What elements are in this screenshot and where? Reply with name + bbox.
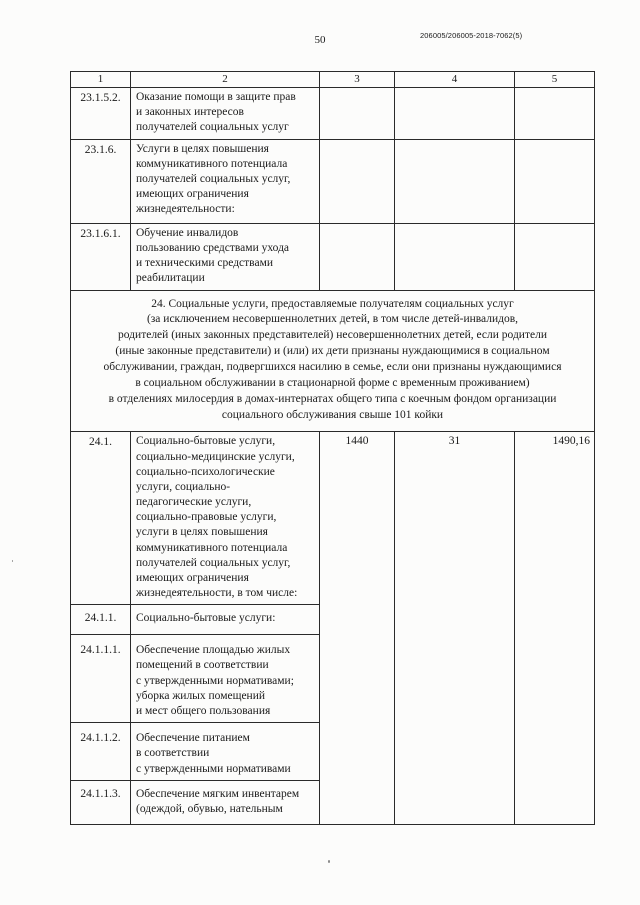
cell-col4-value: 31: [395, 432, 515, 825]
section-heading-line: обслуживании, граждан, подвергшихся насилию в семье, если они признаны нуждающимися: [103, 360, 562, 373]
cell-col3: [320, 139, 395, 223]
row-number: 24.1.1.2.: [71, 723, 131, 781]
service-name-line: пользованию средствами ухода: [136, 241, 290, 254]
service-name-line: и техническими средствами: [136, 256, 273, 269]
cell-col5: [515, 139, 595, 223]
service-name-line: с утвержденными нормативами;: [136, 674, 294, 687]
cell-col3: [320, 88, 395, 140]
service-name: [131, 223, 320, 290]
table-row: [71, 223, 595, 290]
section-heading-line: (за исключением несовершеннолетних детей, в том числе детей-инвалидов,: [146, 313, 519, 326]
service-name-line: услуги в целях повышения: [136, 526, 268, 539]
row-number: 23.1.6.1.: [71, 223, 131, 290]
cell-col5: [515, 223, 595, 290]
service-name-line: коммуникативного потенциала: [136, 157, 288, 170]
service-name-line: Обеспечение питанием: [136, 732, 250, 745]
row-number: 24.1.1.3.: [71, 781, 131, 825]
section-heading-line: 24. Социальные услуги, предоставляемые получателям социальных услуг: [151, 297, 514, 310]
cell-col4: [395, 139, 515, 223]
column-header-3: 3: [320, 72, 395, 88]
service-name-line: социально-медицинские услуги,: [136, 450, 295, 463]
service-name: [131, 139, 320, 223]
section-heading-line: родителей (иных законных представителей) несовершеннолетних детей, если родители: [118, 329, 547, 342]
service-name-line: имеющих ограничения: [136, 188, 249, 201]
table-row: [71, 139, 595, 223]
service-name-line: Обучение инвалидов: [136, 226, 239, 239]
scan-speck: [12, 560, 13, 562]
cell-col5: [515, 88, 595, 140]
cell-col4: [395, 223, 515, 290]
service-name-line: услуги, социально-: [136, 480, 231, 493]
cell-col4: [395, 88, 515, 140]
column-header-2: 2: [131, 72, 320, 88]
service-name-line: педагогические услуги,: [136, 496, 252, 509]
service-name: [131, 635, 320, 723]
document-id: 206005/206005-2018-7062(5): [420, 31, 523, 40]
service-name: [131, 605, 320, 635]
service-name-line: получателей социальных услуг: [136, 121, 289, 134]
cell-col5-value: 1490,16: [515, 432, 595, 825]
service-name-line: Услуги в целях повышения: [136, 142, 269, 155]
section-row: [71, 290, 595, 432]
service-name-line: и законных интересов: [136, 106, 244, 119]
service-name: [131, 723, 320, 781]
row-number: 24.1.1.1.: [71, 635, 131, 723]
service-name-line: помещений в соответствии: [136, 659, 269, 672]
service-name-line: коммуникативного потенциала: [136, 541, 288, 554]
scan-speck: [328, 860, 330, 863]
row-number: 24.1.: [71, 432, 131, 605]
service-name-line: Социально-бытовые услуги:: [136, 612, 276, 625]
table-row: [71, 432, 595, 605]
service-name-line: имеющих ограничения: [136, 571, 249, 584]
service-name: [131, 781, 320, 825]
service-name-line: Обеспечение площадью жилых: [136, 644, 291, 657]
service-name-line: (одеждой, обувью, нательным: [136, 803, 283, 816]
row-number: 24.1.1.: [71, 605, 131, 635]
service-name-line: жизнедеятельности:: [136, 203, 235, 216]
service-name-line: уборка жилых помещений: [136, 689, 266, 702]
section-heading-line: в социальном обслуживании в стационарной форме с временным проживанием): [135, 376, 530, 389]
row-number: 23.1.6.: [71, 139, 131, 223]
cell-col3: [320, 223, 395, 290]
service-name-line: и мест общего пользования: [136, 704, 271, 717]
section-heading-line: в отделениях милосердия в домах-интернатах общего типа с коечным фондом организации: [108, 392, 557, 405]
service-name-line: с утвержденными нормативами: [136, 762, 291, 775]
service-name-line: получателей социальных услуг,: [136, 556, 291, 569]
service-name: [131, 432, 320, 605]
service-name-line: социально-психологические: [136, 465, 275, 478]
section-heading-line: социального обслуживания свыше 101 койки: [221, 408, 444, 421]
services-table: [70, 71, 595, 825]
cell-col3-value: 1440: [320, 432, 395, 825]
service-name: [131, 88, 320, 140]
service-name-line: реабилитации: [136, 272, 205, 285]
service-name-line: Обеспечение мягким инвентарем: [136, 788, 300, 801]
column-header-4: 4: [395, 72, 515, 88]
service-name-line: в соответствии: [136, 747, 210, 760]
table-header-row: [71, 72, 595, 88]
service-name-line: Оказание помощи в защите прав: [136, 91, 296, 103]
column-header-1: 1: [71, 72, 131, 88]
service-name-line: социально-правовые услуги,: [136, 511, 277, 524]
column-header-5: 5: [515, 72, 595, 88]
service-name-line: жизнедеятельности, в том числе:: [136, 587, 298, 600]
service-name-line: Социально-бытовые услуги,: [136, 435, 276, 448]
row-number: 23.1.5.2.: [71, 88, 131, 140]
service-name-line: получателей социальных услуг,: [136, 172, 291, 185]
table-row: [71, 88, 595, 140]
page-number: 50: [314, 34, 326, 46]
section-heading: [71, 290, 595, 432]
section-heading-line: (иные законные представители) и (или) их дети признаны нуждающимися в социальном: [115, 345, 550, 358]
